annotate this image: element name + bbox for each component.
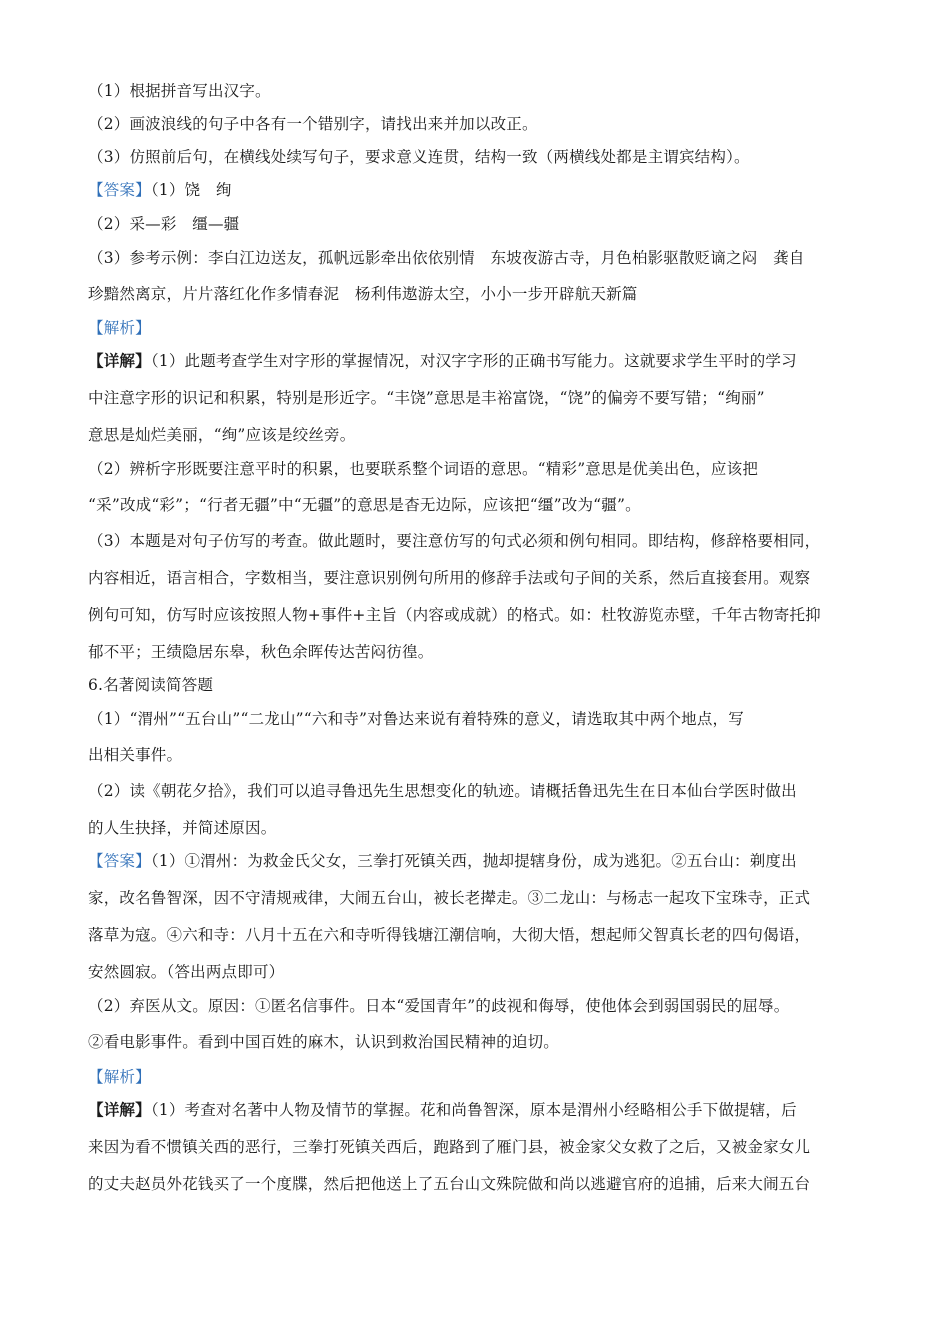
q5-detail-1c: 意思是灿烂美丽，“绚”应该是绞丝旁。 xyxy=(88,426,356,444)
q5-sub2: （2）画波浪线的句子中各有一个错别字，请找出来并加以改正。 xyxy=(88,115,538,133)
detail-tag: 【详解】 xyxy=(88,351,151,370)
q6-answer-1d: 安然圆寂。（答出两点即可） xyxy=(88,963,285,981)
q5-answer-3b: 珍黯然离京，片片落红化作多情春泥 杨利伟遨游太空，小小一步开辟航天新篇 xyxy=(88,285,638,303)
q6-detail-1b: 来因为看不惯镇关西的恶行，三拳打死镇关西后，跑路到了雁门县，被金家父女救了之后，又被金家女儿 xyxy=(88,1138,811,1156)
q5-detail-3a: （3）本题是对句子仿写的考查。做此题时，要注意仿写的句式必须和例句相同。即结构，修辞格要相同， xyxy=(88,532,821,550)
q5-detail-2a: （2）辨析字形既要注意平时的积累，也要联系整个词语的意思。“精彩”意思是优美出色，应该把 xyxy=(88,460,759,478)
q6-detail-1c: 的丈夫赵员外花钱买了一个度牒，然后把他送上了五台山文殊院做和尚以逃避官府的追捕，后来大闹五台 xyxy=(88,1175,811,1193)
q5-detail-3c: 例句可知，仿写时应该按照人物+事件+主旨（内容或成就）的格式。如：杜牧游览赤壁，千年古物寄托抑 xyxy=(88,606,821,624)
q5-analysis-tag: 【解析】 xyxy=(88,319,151,337)
q6-detail-1a: （1）考查对名著中人物及情节的掌握。花和尚鲁智深，原本是渭州小经略相公手下做提辖，后 xyxy=(150,1101,797,1119)
detail-tag: 【详解】 xyxy=(88,1100,151,1119)
q5-detail-3b: 内容相近，语言相合，字数相当，要注意识别例句所用的修辞手法或句子间的关系，然后直接套用。观察 xyxy=(88,569,811,587)
q5-answer-3a: （3）参考示例：李白江边送友，孤帆远影牵出依依别情 东坡夜游古寺，月色柏影驱散贬谪之闷 龚自 xyxy=(88,249,805,267)
q5-detail-1a: （1）此题考查学生对字形的掌握情况，对汉字字形的正确书写能力。这就要求学生平时的学习 xyxy=(150,352,797,370)
q5-answer-line xyxy=(88,179,868,201)
q6-analysis-tag: 【解析】 xyxy=(88,1068,151,1086)
q5-sub3: （3）仿照前后句，在横线处续写句子，要求意义连贯，结构一致（两横线处都是主谓宾结构）。 xyxy=(88,148,750,166)
q5-detail-line xyxy=(88,350,868,372)
q6-title: 6.名著阅读简答题 xyxy=(88,676,214,694)
q6-answer-1c: 落草为寇。④六和寺：八月十五在六和寺听得钱塘江潮信响，大彻大悟，想起师父智真长老的四句偈语， xyxy=(88,926,811,944)
q6-answer-1a: （1）①渭州：为救金氏父女，三拳打死镇关西，抛却提辖身份，成为逃犯。②五台山：剃度出 xyxy=(150,852,797,870)
q5-answer-2: （2）采—彩 缰—疆 xyxy=(88,215,240,233)
answer-tag: 【答案】 xyxy=(88,181,151,199)
q5-detail-1b: 中注意字形的识记和积累，特别是形近字。“丰饶”意思是丰裕富饶，“饶”的偏旁不要写错；“绚丽” xyxy=(88,389,765,407)
q6-answer-1b: 家，改名鲁智深，因不守清规戒律，大闹五台山，被长老撵走。③二龙山：与杨志一起攻下宝珠寺，正式 xyxy=(88,889,811,907)
q5-answer-1: （1）饶 绚 xyxy=(150,181,232,199)
q6-sub1b: 出相关事件。 xyxy=(88,746,183,764)
q6-sub1a: （1）“渭州”“五台山”“二龙山”“六和寺”对鲁达来说有着特殊的意义，请选取其中两个地点，写 xyxy=(88,710,744,728)
q5-detail-3d: 郁不平；王绩隐居东皋，秋色余晖传达苦闷彷徨。 xyxy=(88,643,434,661)
q6-answer-line xyxy=(88,850,868,872)
q6-answer-2a: （2）弃医从文。原因：①匿名信事件。日本“爱国青年”的歧视和侮辱，使他体会到弱国弱民的屈辱。 xyxy=(88,997,790,1015)
q6-sub2a: （2）读《朝花夕拾》，我们可以追寻鲁迅先生思想变化的轨迹。请概括鲁迅先生在日本仙台学医时做出 xyxy=(88,782,797,800)
q6-sub2b: 的人生抉择，并简述原因。 xyxy=(88,819,277,837)
q6-detail-line xyxy=(88,1099,868,1121)
q5-detail-2b: “采”改成“彩”；“行者无疆”中“无疆”的意思是杳无边际，应该把“缰”改为“疆”。 xyxy=(88,496,641,514)
q5-sub1: （1）根据拼音写出汉字。 xyxy=(88,82,271,100)
q6-answer-2b: ②看电影事件。看到中国百姓的麻木，认识到救治国民精神的迫切。 xyxy=(88,1033,560,1051)
answer-tag: 【答案】 xyxy=(88,852,151,870)
